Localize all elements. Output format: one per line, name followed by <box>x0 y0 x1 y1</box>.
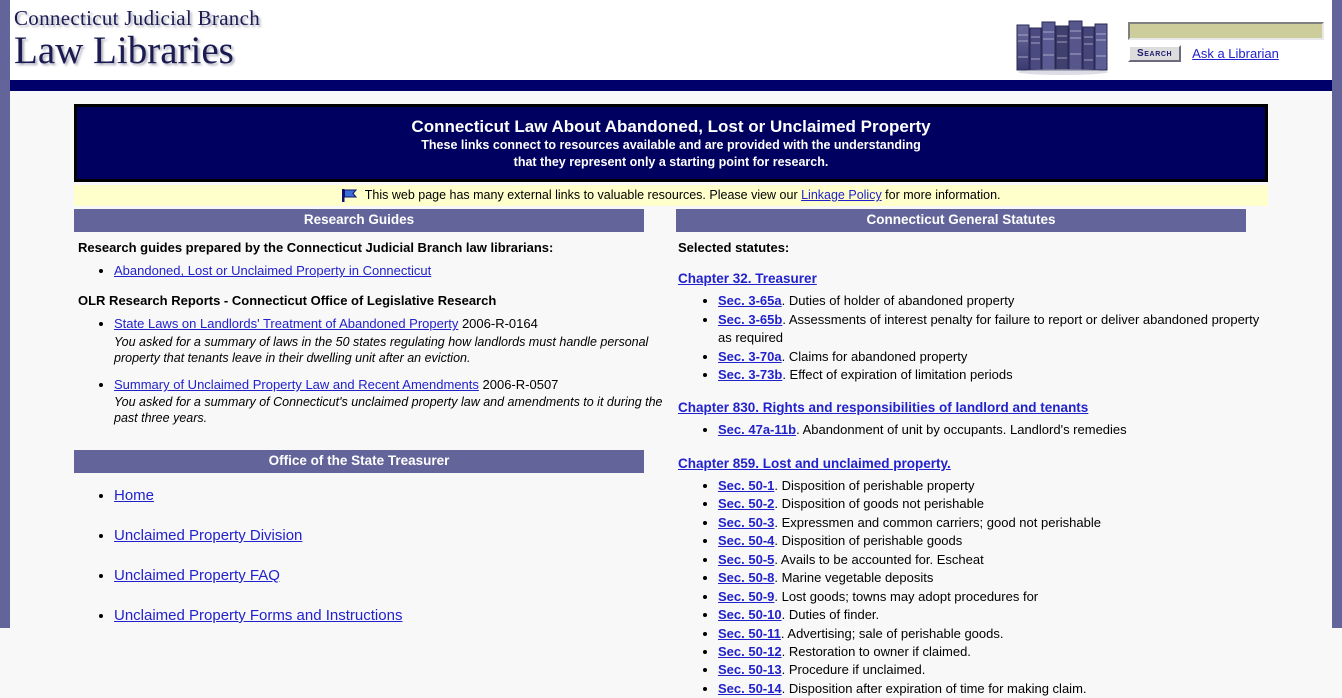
statute-link[interactable]: Sec. 50-11 <box>718 625 781 641</box>
search-button[interactable]: Search <box>1128 45 1181 62</box>
research-guide-link[interactable]: Abandoned, Lost or Unclaimed Property in Connecticut <box>114 263 432 279</box>
list-item <box>718 514 1272 532</box>
chapter-859-sections <box>676 477 1272 698</box>
statute-link[interactable]: Sec. 50-2 <box>718 496 775 512</box>
list-item <box>718 588 1272 606</box>
statute-description: . Claims for abandoned property <box>781 348 968 364</box>
statute-link[interactable]: Sec. 50-5 <box>718 551 775 567</box>
list-item <box>718 551 1272 569</box>
olr-report-link[interactable]: State Laws on Landlords' Treatment of Abandoned Property <box>114 316 459 332</box>
list-item <box>718 477 1272 495</box>
blue-flag-icon <box>342 189 357 202</box>
linkage-notice-bar <box>74 185 1268 206</box>
search-input[interactable] <box>1128 22 1324 40</box>
list-item <box>114 607 674 625</box>
research-guides-column <box>74 209 674 647</box>
statute-description: . Effect of expiration of limitation periods <box>782 367 1013 382</box>
statute-description: . Abandonment of unit by occupants. Landlord's remedies <box>796 422 1127 438</box>
section-header-general-statutes: Connecticut General Statutes <box>676 209 1246 232</box>
treasurer-link-unclaimed-property-forms[interactable]: Unclaimed Property Forms and Instructions <box>114 606 403 624</box>
statute-link[interactable]: Sec. 50-12 <box>718 643 782 659</box>
statute-link[interactable]: Sec. 3-73b <box>718 367 783 382</box>
chapter-830-sections <box>676 421 1272 439</box>
treasurer-links-list <box>74 487 674 625</box>
list-item <box>718 421 1272 439</box>
notice-text-before: This web page has many external links to valuable resources. Please view our <box>364 188 802 202</box>
olr-report-number: 2006-R-0507 <box>482 377 559 392</box>
search-area <box>1128 22 1328 62</box>
statute-link[interactable]: Sec. 50-13 <box>718 662 782 678</box>
branding-line-1: Connecticut Judicial Branch <box>14 6 261 30</box>
linkage-policy-link[interactable]: Linkage Policy <box>801 188 882 202</box>
statute-description: . Marine vegetable deposits <box>774 570 934 586</box>
list-item <box>114 487 674 505</box>
list-item <box>718 680 1272 698</box>
list-item <box>718 625 1272 643</box>
treasurer-link-unclaimed-property-faq[interactable]: Unclaimed Property FAQ <box>114 566 280 584</box>
site-branding <box>14 8 260 70</box>
olr-reports-list <box>74 315 674 426</box>
page-title: Connecticut Law About Abandoned, Lost or Unclaimed Property <box>411 117 931 136</box>
olr-report-number: 2006-R-0164 <box>461 316 538 332</box>
olr-reports-heading: OLR Research Reports - Connecticut Office of Legislative Research <box>78 293 497 309</box>
statute-description: . Disposition of perishable property <box>774 477 975 493</box>
list-item <box>718 366 1272 384</box>
olr-report-description: You asked for a summary of laws in the 50 states regulating how landlords must handle personal property that tenants leave in their dwelling unit after an eviction. <box>114 334 649 365</box>
statute-link[interactable]: Sec. 50-3 <box>718 514 775 530</box>
research-guides-list <box>74 262 674 279</box>
list-item <box>718 569 1272 587</box>
page-subtitle-line-2: that they represent only a starting point for research. <box>513 155 829 170</box>
statute-link[interactable]: Sec. 47a-11b <box>718 422 797 438</box>
statute-description: . Duties of finder. <box>781 607 880 623</box>
list-item <box>718 292 1272 310</box>
statute-description: . Avails to be accounted for. Escheat <box>774 551 984 567</box>
statute-description: . Lost goods; towns may adopt procedures for <box>774 588 1039 604</box>
olr-report-link[interactable]: Summary of Unclaimed Property Law and Recent Amendments <box>114 377 479 392</box>
chapter-link-32[interactable]: Chapter 32. Treasurer <box>678 271 817 287</box>
general-statutes-column <box>676 209 1272 698</box>
section-header-research-guides: Research Guides <box>74 209 644 232</box>
treasurer-link-unclaimed-property-division[interactable]: Unclaimed Property Division <box>114 526 303 544</box>
list-item <box>718 348 1272 366</box>
treasurer-link-home[interactable]: Home <box>114 486 155 504</box>
treasurer-block <box>74 450 674 625</box>
masthead-divider-rule <box>0 80 1342 91</box>
statute-description: . Disposition after expiration of time for making claim. <box>781 680 1087 696</box>
list-item <box>718 606 1272 624</box>
masthead <box>0 0 1342 80</box>
statute-link[interactable]: Sec. 50-4 <box>718 533 775 549</box>
statute-link[interactable]: Sec. 3-65b <box>718 311 783 327</box>
statute-link[interactable]: Sec. 50-9 <box>718 588 775 604</box>
list-item <box>718 495 1272 513</box>
statute-description: . Procedure if unclaimed. <box>781 662 926 678</box>
chapter-link-830[interactable]: Chapter 830. Rights and responsibilities of landlord and tenants <box>678 400 1089 416</box>
statute-link[interactable]: Sec. 50-14 <box>718 680 782 696</box>
search-controls-row <box>1128 45 1328 62</box>
notice-text-after: for more information. <box>881 188 1001 202</box>
list-item <box>718 643 1272 661</box>
page-title-banner <box>74 104 1268 182</box>
chapter-link-859[interactable]: Chapter 859. Lost and unclaimed property. <box>678 455 951 471</box>
list-item <box>718 661 1272 679</box>
list-item <box>718 532 1272 550</box>
statute-link[interactable]: Sec. 50-8 <box>718 570 775 586</box>
statute-link[interactable]: Sec. 50-10 <box>718 607 782 623</box>
statute-description: . Advertising; sale of perishable goods. <box>780 625 1004 641</box>
list-item <box>114 262 674 279</box>
research-guides-lead: Research guides prepared by the Connecticut Judicial Branch law librarians: <box>78 240 554 256</box>
statute-description: . Assessments of interest penalty for failure to report or deliver abandoned property as required <box>718 311 1260 346</box>
ask-a-librarian-link[interactable]: Ask a Librarian <box>1192 46 1279 61</box>
statute-link[interactable]: Sec. 3-65a <box>718 293 782 309</box>
content-columns <box>0 209 1342 698</box>
statute-description: . Disposition of goods not perishable <box>774 496 984 512</box>
list-item <box>114 315 674 366</box>
statute-description: . Restoration to owner if claimed. <box>781 643 971 659</box>
statute-description: . Duties of holder of abandoned property <box>781 293 1015 309</box>
right-edge-stripe <box>1332 0 1342 628</box>
statute-description: . Disposition of perishable goods <box>774 533 963 549</box>
list-item <box>718 311 1272 348</box>
olr-report-description: You asked for a summary of Connecticut's unclaimed property law and amendments to it during the past three years. <box>114 395 663 426</box>
statute-link[interactable]: Sec. 50-1 <box>718 477 775 493</box>
section-header-state-treasurer: Office of the State Treasurer <box>74 450 644 473</box>
statutes-lead: Selected statutes: <box>678 240 790 256</box>
law-books-icon <box>1014 19 1112 75</box>
page-subtitle-line-1: These links connect to resources available and are provided with the understanding <box>421 138 921 153</box>
statute-description: . Expressmen and common carriers; good not perishable <box>774 514 1101 530</box>
chapter-32-sections <box>676 292 1272 384</box>
left-edge-stripe <box>0 0 10 628</box>
branding-line-2: Law Libraries <box>14 29 234 72</box>
list-item <box>114 567 674 585</box>
list-item <box>114 376 674 427</box>
list-item <box>114 527 674 545</box>
statute-link[interactable]: Sec. 3-70a <box>718 348 782 364</box>
